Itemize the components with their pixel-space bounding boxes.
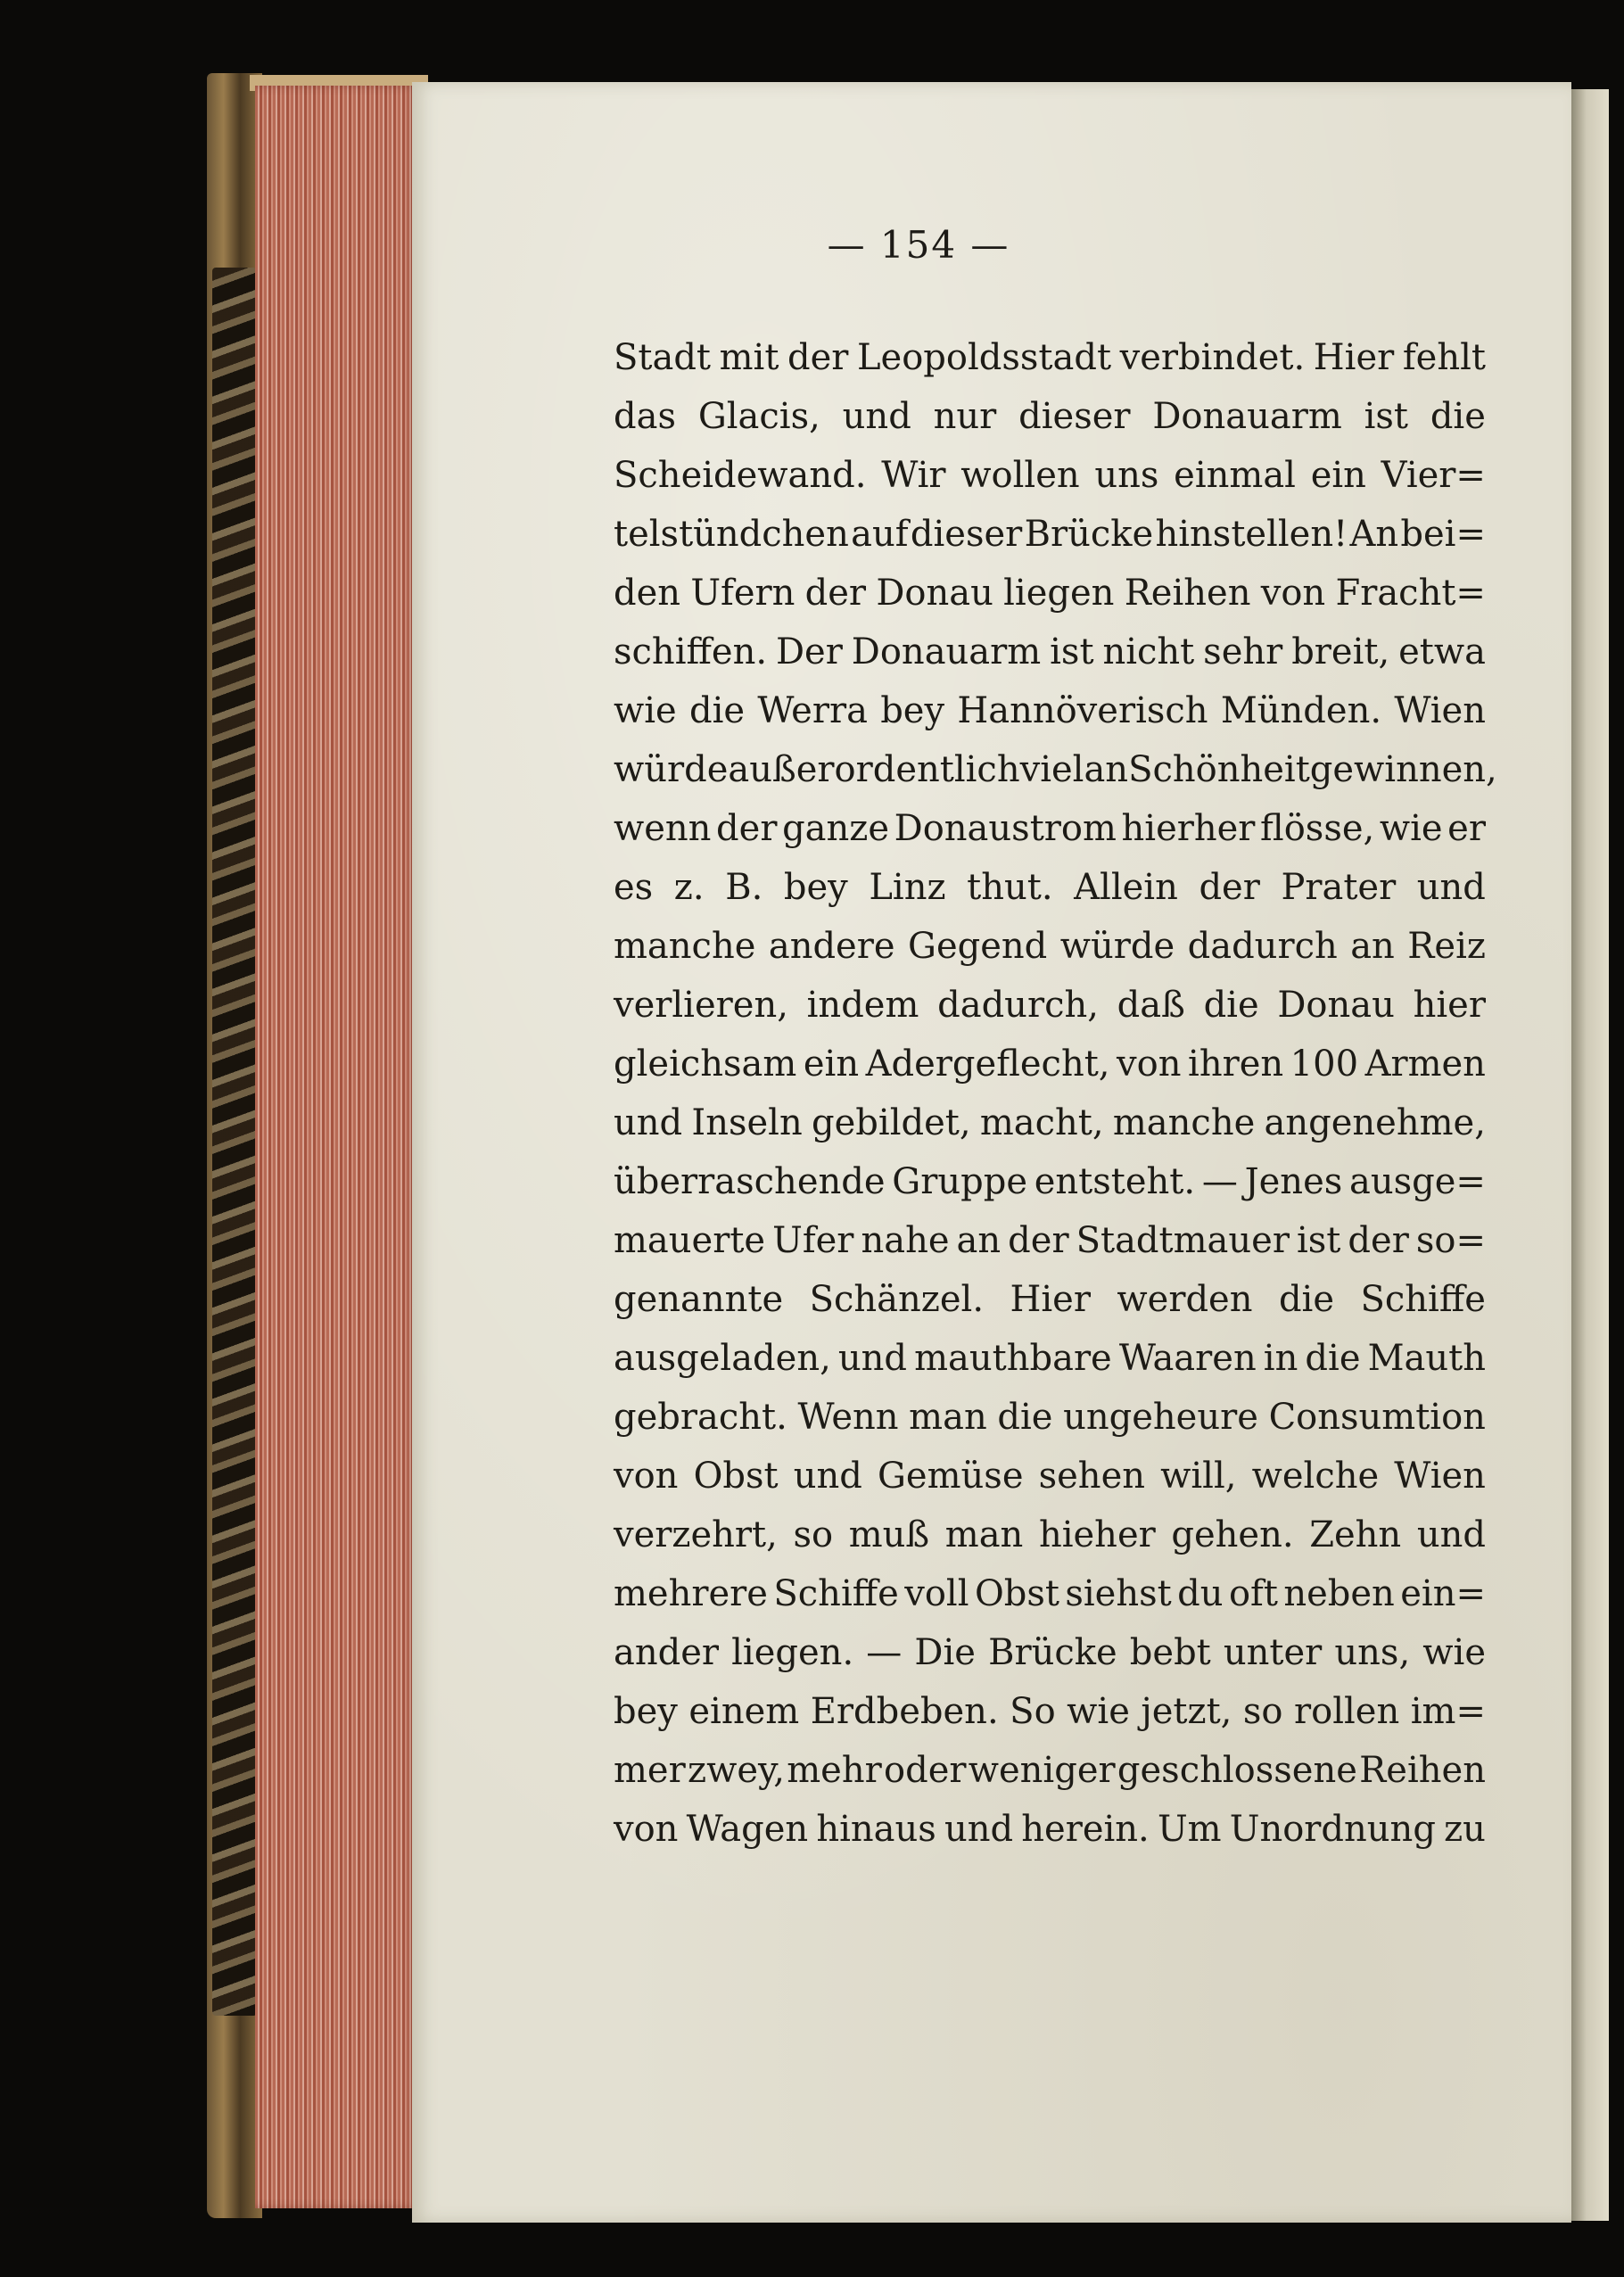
- word: die: [688, 690, 746, 731]
- word: oder: [884, 1750, 967, 1791]
- word: Schiffe: [1360, 1279, 1486, 1320]
- text-line: [614, 858, 1486, 917]
- word: einmal: [1174, 455, 1296, 496]
- word: die: [997, 1397, 1053, 1438]
- word: Reiz: [1407, 926, 1486, 967]
- word: neben: [1283, 1573, 1395, 1614]
- word: wenn: [614, 808, 712, 849]
- word: angenehme,: [1264, 1102, 1486, 1143]
- text-line: [614, 1564, 1486, 1623]
- word: flösse,: [1260, 808, 1375, 849]
- word: einem: [688, 1691, 800, 1732]
- word: Schönheit: [1128, 749, 1310, 790]
- word: überraschende: [614, 1161, 886, 1202]
- word: Wien: [1394, 690, 1486, 731]
- word: voll: [904, 1573, 969, 1614]
- word: z.: [673, 867, 705, 908]
- text-line: [614, 387, 1486, 446]
- word: so=: [1415, 1220, 1486, 1261]
- word: man: [909, 1397, 987, 1438]
- word: wie: [1422, 1632, 1486, 1673]
- text-line: [614, 1329, 1486, 1388]
- word: B.: [725, 867, 763, 908]
- word: nur: [933, 396, 997, 437]
- word: telstündchen: [614, 514, 849, 555]
- body-text: [614, 328, 1497, 1859]
- word: mauerte: [614, 1220, 766, 1261]
- word: es: [614, 867, 654, 908]
- text-line: [614, 1682, 1486, 1741]
- word: von: [1117, 1044, 1182, 1085]
- word: Gegend: [908, 926, 1048, 967]
- word: Donauarm: [851, 631, 1042, 672]
- word: und: [837, 1338, 908, 1379]
- word: ausge=: [1349, 1161, 1486, 1202]
- word: der: [1008, 1220, 1069, 1261]
- word: ander: [614, 1632, 720, 1673]
- word: weniger: [968, 1750, 1116, 1791]
- word: hieher: [1038, 1514, 1156, 1555]
- word: Wir: [881, 455, 946, 496]
- word: wie: [1379, 808, 1443, 849]
- word: hier: [1413, 985, 1486, 1026]
- word: dieser: [910, 514, 1023, 555]
- word: gebildet,: [812, 1102, 971, 1143]
- word: von: [1260, 573, 1326, 614]
- word: bey: [880, 690, 945, 731]
- word: Gruppe: [892, 1161, 1027, 1202]
- text-line: [614, 1741, 1486, 1800]
- word: an: [956, 1220, 1002, 1261]
- word: So: [1010, 1691, 1056, 1732]
- word: genannte: [614, 1279, 784, 1320]
- word: manche: [1112, 1102, 1256, 1143]
- word: und: [1416, 867, 1486, 908]
- word: er: [1447, 808, 1486, 849]
- word: Obst: [974, 1573, 1059, 1614]
- word: hinaus: [816, 1809, 936, 1850]
- word: daß: [1117, 985, 1185, 1026]
- word: rollen: [1293, 1691, 1400, 1732]
- word: der: [716, 808, 778, 849]
- word: geschlossene: [1117, 1750, 1357, 1791]
- word: dadurch: [1187, 926, 1338, 967]
- facing-page-edge: [1571, 89, 1609, 2221]
- word: Obst: [693, 1456, 779, 1497]
- word: muß: [848, 1514, 930, 1555]
- word: manche: [614, 926, 756, 967]
- word: an: [1084, 749, 1129, 790]
- word: Unordnung: [1229, 1809, 1436, 1850]
- word: Stadtmauer: [1076, 1220, 1290, 1261]
- word: Consumtion: [1268, 1397, 1486, 1438]
- word: Um: [1157, 1809, 1222, 1850]
- word: werden: [1117, 1279, 1253, 1320]
- text-line: [614, 1623, 1486, 1682]
- text-line: [614, 564, 1486, 623]
- word: Brücke: [1024, 514, 1154, 555]
- text-line: [614, 799, 1486, 858]
- word: Leopoldsstadt: [856, 337, 1112, 378]
- text-line: [614, 1093, 1486, 1152]
- word: etwa: [1398, 631, 1486, 672]
- word: man: [944, 1514, 1024, 1555]
- word: zu: [1444, 1809, 1486, 1850]
- word: Stadt: [614, 337, 712, 378]
- word: und: [944, 1809, 1014, 1850]
- word: Donau: [876, 573, 993, 614]
- word: Hier: [1313, 337, 1395, 378]
- word: und: [614, 1102, 683, 1143]
- word: die: [1430, 396, 1486, 437]
- text-line: [614, 1800, 1486, 1859]
- word: oft: [1228, 1573, 1278, 1614]
- word: ist: [1364, 396, 1408, 437]
- word: Armen: [1364, 1044, 1486, 1085]
- word: ist: [1296, 1220, 1341, 1261]
- text-line: [614, 1211, 1486, 1270]
- word: bey: [614, 1691, 678, 1732]
- word: ganze: [782, 808, 890, 849]
- word: an: [1350, 926, 1395, 967]
- word: dadurch,: [937, 985, 1099, 1026]
- word: und: [842, 396, 911, 437]
- text-line: [614, 976, 1486, 1035]
- word: Schänzel.: [809, 1279, 985, 1320]
- word: bei=: [1400, 514, 1486, 555]
- word: mer: [614, 1750, 686, 1791]
- word: —: [1201, 1161, 1238, 1202]
- word: Reihen: [1124, 573, 1251, 614]
- word: wie: [614, 690, 677, 731]
- text-line: [614, 1270, 1486, 1329]
- word: Donaustrom: [894, 808, 1117, 849]
- word: sehr: [1203, 631, 1283, 672]
- word: Inseln: [691, 1102, 803, 1143]
- text-line: [614, 740, 1497, 799]
- word: verbindet.: [1119, 337, 1306, 378]
- word: nicht: [1102, 631, 1195, 672]
- text-line: [614, 917, 1486, 976]
- word: Zehn: [1309, 1514, 1402, 1555]
- page-number: — 154 —: [827, 223, 1010, 267]
- page-edges-red: [255, 86, 417, 2208]
- word: das: [614, 396, 676, 437]
- word: ungeheure: [1063, 1397, 1258, 1438]
- word: Fracht=: [1335, 573, 1486, 614]
- word: Donau: [1277, 985, 1395, 1026]
- text-line: [614, 681, 1486, 740]
- word: unter: [1223, 1632, 1323, 1673]
- word: welche: [1251, 1456, 1380, 1497]
- text-line: [614, 446, 1486, 505]
- word: Hier: [1010, 1279, 1091, 1320]
- word: ein=: [1400, 1573, 1486, 1614]
- word: und: [1416, 1514, 1486, 1555]
- word: —: [866, 1632, 903, 1673]
- word: breit,: [1291, 631, 1390, 672]
- word: Linz: [869, 867, 946, 908]
- word: nahe: [861, 1220, 950, 1261]
- word: ein: [1310, 455, 1366, 496]
- word: Glacis,: [697, 396, 820, 437]
- text-line: [614, 1035, 1486, 1093]
- word: fehlt: [1402, 337, 1486, 378]
- word: Gemüse: [877, 1456, 1024, 1497]
- word: ihren: [1188, 1044, 1284, 1085]
- word: hierher: [1121, 808, 1256, 849]
- word: von: [614, 1456, 679, 1497]
- text-line: [614, 505, 1486, 564]
- word: der: [1348, 1220, 1409, 1261]
- word: siehst: [1065, 1573, 1172, 1614]
- text-line: [614, 623, 1486, 681]
- word: Ufern: [690, 573, 796, 614]
- word: jetzt,: [1141, 1691, 1232, 1732]
- word: Wagen: [686, 1809, 809, 1850]
- word: mauthbare: [914, 1338, 1112, 1379]
- word: Der: [775, 631, 843, 672]
- word: gebracht.: [614, 1397, 787, 1438]
- text-line: [614, 328, 1486, 387]
- word: verzehrt,: [614, 1514, 778, 1555]
- word: wie: [1067, 1691, 1130, 1732]
- word: macht,: [979, 1102, 1104, 1143]
- word: viel: [1019, 749, 1084, 790]
- word: Jenes: [1244, 1161, 1343, 1202]
- word: der: [804, 573, 867, 614]
- word: Ufer: [772, 1220, 854, 1261]
- word: der: [1199, 867, 1260, 908]
- word: will,: [1160, 1456, 1237, 1497]
- word: Brücke: [988, 1632, 1117, 1673]
- word: ein: [803, 1044, 860, 1085]
- word: verlieren,: [614, 985, 788, 1026]
- word: würde: [1059, 926, 1175, 967]
- word: mit: [719, 337, 779, 378]
- word: Donauarm: [1152, 396, 1342, 437]
- word: die: [1203, 985, 1259, 1026]
- word: der: [787, 337, 849, 378]
- word: den: [614, 573, 681, 614]
- word: 100: [1290, 1044, 1359, 1085]
- word: uns,: [1334, 1632, 1411, 1673]
- word: Vier=: [1381, 455, 1486, 496]
- word: würde: [614, 749, 729, 790]
- word: im=: [1410, 1691, 1486, 1732]
- text-line: [614, 1506, 1486, 1564]
- word: Die: [914, 1632, 976, 1673]
- word: mehr: [787, 1750, 882, 1791]
- word: gehen.: [1171, 1514, 1294, 1555]
- word: uns: [1094, 455, 1159, 496]
- word: zwey,: [688, 1750, 785, 1791]
- word: Waaren: [1118, 1338, 1257, 1379]
- word: entsteht.: [1034, 1161, 1196, 1202]
- word: auf: [851, 514, 909, 555]
- word: ist: [1050, 631, 1094, 672]
- word: andere: [768, 926, 895, 967]
- word: Hannöverisch: [957, 690, 1208, 731]
- word: Prater: [1281, 867, 1397, 908]
- word: liegen: [1003, 573, 1115, 614]
- word: Mauth: [1367, 1338, 1486, 1379]
- word: Wien: [1394, 1456, 1486, 1497]
- word: die: [1305, 1338, 1361, 1379]
- word: indem: [806, 985, 919, 1026]
- word: Münden.: [1220, 690, 1382, 731]
- word: dieser: [1018, 396, 1131, 437]
- word: außerordentlich: [728, 749, 1020, 790]
- text-line: [614, 1152, 1486, 1211]
- word: du: [1177, 1573, 1224, 1614]
- word: Schiffe: [773, 1573, 899, 1614]
- word: und: [793, 1456, 862, 1497]
- word: Scheidewand.: [614, 455, 867, 496]
- word: Werra: [757, 690, 868, 731]
- text-line: [614, 1447, 1486, 1506]
- word: wollen: [960, 455, 1080, 496]
- word: so: [793, 1514, 834, 1555]
- word: liegen.: [731, 1632, 854, 1673]
- word: Wenn: [797, 1397, 899, 1438]
- word: von: [614, 1809, 679, 1850]
- word: sehen: [1038, 1456, 1146, 1497]
- word: bey: [783, 867, 848, 908]
- word: schiffen.: [614, 631, 768, 672]
- word: Reihen: [1359, 1750, 1486, 1791]
- word: thut.: [967, 867, 1053, 908]
- word: in: [1263, 1338, 1298, 1379]
- word: Adergeflecht,: [865, 1044, 1110, 1085]
- word: hinstellen!: [1155, 514, 1348, 555]
- word: ausgeladen,: [614, 1338, 831, 1379]
- word: An: [1349, 514, 1399, 555]
- word: mehrere: [614, 1573, 768, 1614]
- word: Erdbeben.: [810, 1691, 999, 1732]
- marbled-endpaper: [212, 268, 257, 2016]
- word: die: [1278, 1279, 1335, 1320]
- word: gewinnen,: [1309, 749, 1497, 790]
- word: so: [1242, 1691, 1283, 1732]
- word: gleichsam: [614, 1044, 797, 1085]
- word: bebt: [1129, 1632, 1211, 1673]
- text-line: [614, 1388, 1486, 1447]
- word: herein.: [1021, 1809, 1150, 1850]
- word: Allein: [1074, 867, 1178, 908]
